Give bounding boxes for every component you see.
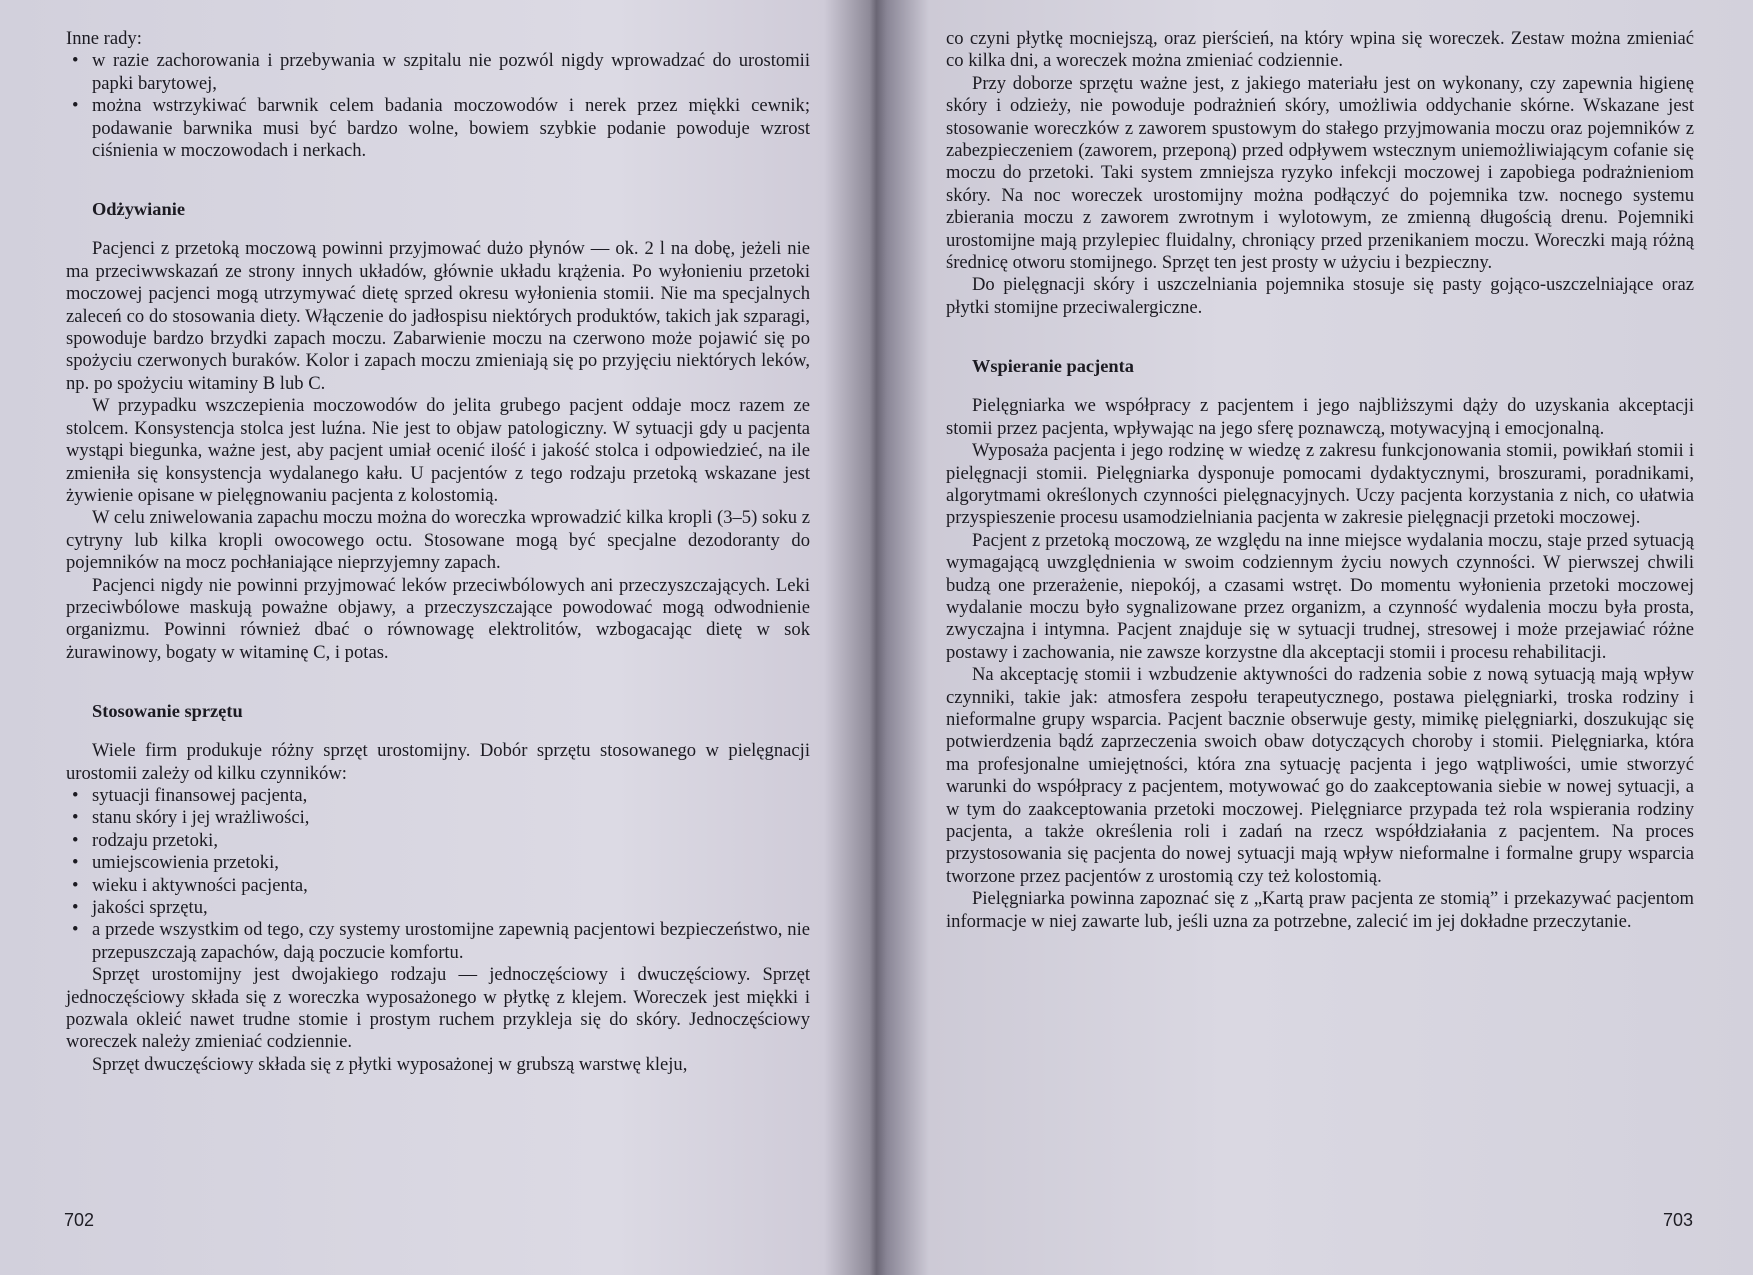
- paragraph: Pacjenci nigdy nie powinni przyjmować leków przeciwbólowych ani przeczyszczających. Leki przeciwbólowe maskują poważne objawy, a przeczyszczające powodować mogą odwodnienie organizmu. Powinni również dbać o równowagę elektrolitów, wzbogacając dietę w sok żurawinowy, bogaty w witaminę C, i potas.: [66, 574, 810, 663]
- paragraph: Do pielęgnacji skóry i uszczelniania pojemnika stosuje się pasty gojąco-uszczelniające oraz płytki stomijne przeciwalergiczne.: [946, 274, 1694, 318]
- factors-list: [66, 785, 810, 964]
- bullet-icon: •: [72, 897, 79, 918]
- paragraph: Przy doborze sprzętu ważne jest, z jakiego materiału jest on wykonany, czy zapewnia higienę skóry i odzieży, nie powoduje podrażnień skóry, umożliwia oddychanie skórne. Wskazane jest stosowanie woreczków z zaworem spustowym do stałego przyjmowania moczu oraz pojemników z zabezpieczeniem (zaworem, przeponą) przed odpływem wstecznym uniemożliwiającym cofanie się moczu do przetoki. Taki system zmniejsza ryzyko infekcji moczowej i zapobiega podrażnieniom skóry. Na noc woreczek urostomijny można podłączyć do pojemnika tzw. nocnego systemu zbierania moczu z zaworem zwrotnym i wylotowym, ze zmienną długością drenu. Pojemniki urostomijne mają przylepiec fluidalny, chroniący przed przenikaniem moczu. Woreczki mają różną średnicę otworu stomijnego. Sprzęt ten jest prosty w użyciu i bezpieczny.: [946, 72, 1694, 274]
- list-item: • umiejscowienia przetoki,: [72, 852, 279, 874]
- paragraph: Na akceptację stomii i wzbudzenie aktywności do radzenia sobie z nową sytuacją mają wpływ czynniki, takie jak: atmosfera zespołu terapeutycznego, postawa pielęgniarki, troska rodziny i nieformalne grupy wsparcia. Pacjent bacznie obserwuje gesty, mimikę pielęgniarki, doszukując się potwierdzenia bądź zaprzeczenia swoich obaw dotyczących choroby i stomii. Pielęgniarka, która ma profesjonalne umiejętności, która zna sytuację pacjenta i jego wątpliwości, umie stworzyć warunki do współpracy z pacjentem, motywować go do zaakceptowania siebie w nowej sytuacji, a w tym do zaakceptowania przetoki moczowej. Pielęgniarce przypada też rola wspierania rodziny pacjenta, a także określenia roli i zadań na rzecz współdziałania z pacjentem. Na proces przystosowania się pacjenta do nowej sytuacji mają wpływ nieformalne i formalne grupy wsparcia tworzone przez pacjentów z urostomią czy też kolostomią.: [946, 664, 1694, 887]
- bullet-icon: •: [72, 874, 79, 896]
- list-item: • jakości sprzętu,: [72, 897, 208, 918]
- section-heading-nutrition: Odżywianie: [92, 199, 185, 220]
- intro-label: Inne rady:: [66, 28, 142, 49]
- bullet-icon: •: [72, 919, 79, 941]
- paragraph: Pielęgniarka powinna zapoznać się z „Kartą praw pacjenta ze stomią” i przekazywać pacjentom informacje w niej zawarte lub, jeśli uzna za potrzebne, zalecić im jej dokładne przeczytanie.: [946, 888, 1694, 932]
- paragraph: Sprzęt dwuczęściowy składa się z płytki wyposażonej w grubszą warstwę kleju,: [92, 1053, 688, 1075]
- section-heading-equipment: Stosowanie sprzętu: [92, 701, 243, 722]
- list-item: • stanu skóry i jej wrażliwości,: [72, 807, 310, 829]
- bullet-icon: •: [72, 829, 79, 851]
- section-heading-patient-support: Wspieranie pacjenta: [972, 356, 1134, 377]
- list-item: • w razie zachorowania i przebywania w szpitalu nie pozwól nigdy wprowadzać do urostomii papki barytowej,: [72, 50, 810, 94]
- paragraph: Pielęgniarka we współpracy z pacjentem i jego najbliższymi dąży do uzyskania akceptacji stomii przez pacjenta, wpływając na jego sferę poznawczą, motywacyjną i emocjonalną.: [946, 395, 1694, 439]
- list-item: • można wstrzykiwać barwnik celem badania moczowodów i nerek przez miękki cewnik; podawanie barwnika musi być bardzo wolne, bowiem szybkie podanie powoduje wzrost ciśnienia w moczowodach i nerkach.: [72, 95, 810, 162]
- list-item: • wieku i aktywności pacjenta,: [72, 874, 308, 896]
- paragraph: Wyposaża pacjenta i jego rodzinę w wiedzę z zakresu funkcjonowania stomii, powikłań stomii i pielęgnacji stomii. Pielęgniarka dysponuje pomocami dydaktycznymi, broszurami, poradnikami, algorytmami określonych czynności pielęgnacyjnych. Uczy pacjenta korzystania z nich, co ułatwia przyspieszenie procesu usamodzielniania pacjenta w zakresie pielęgnacji przetoki moczowej.: [946, 440, 1694, 529]
- list-item: • sytuacji finansowej pacjenta,: [72, 784, 308, 806]
- list-item: • rodzaju przetoki,: [72, 829, 218, 851]
- bullet-icon: •: [72, 807, 79, 829]
- left-text-column: [66, 28, 810, 1076]
- right-page: [880, 0, 1753, 1275]
- paragraph: W celu zniwelowania zapachu moczu można do woreczka wprowadzić kilka kropli (3–5) soku z cytryny lub kilka kropli owocowego octu. Stosowane mogą być specjalne dezodoranty do pojemników na mocz pochłaniające nieprzyjemny zapach.: [66, 507, 810, 574]
- tips-list: [66, 50, 810, 162]
- bullet-icon: •: [72, 50, 79, 72]
- list-item: • a przede wszystkim od tego, czy systemy urostomijne zapewnią pacjentowi bezpieczeństwo, nie przepuszczają zapachów, dają poczucie komfortu.: [72, 919, 810, 963]
- left-page: [0, 0, 868, 1275]
- paragraph: Sprzęt urostomijny jest dwojakiego rodzaju — jednoczęściowy i dwuczęściowy. Sprzęt jednoczęściowy składa się z woreczka wyposażonego w płytkę z klejem. Woreczek jest miękki i pozwala okleić nawet trudne stomie i prostym ruchem przykleja się do skóry. Jednoczęściowy woreczek należy zmieniać codziennie.: [66, 964, 810, 1053]
- paragraph-continuation: co czyni płytkę mocniejszą, oraz pierścień, na który wpina się woreczek. Zestaw można zmieniać co kilka dni, a woreczek można zmieniać codziennie.: [946, 28, 1694, 72]
- bullet-icon: •: [72, 95, 79, 117]
- bullet-icon: •: [72, 784, 79, 806]
- right-text-column: [946, 28, 1694, 933]
- paragraph: Pacjenci z przetoką moczową powinni przyjmować dużo płynów — ok. 2 l na dobę, jeżeli nie ma przeciwwskazań ze strony innych układów, głównie układu krążenia. Po wyłonieniu przetoki moczowej pacjenci mogą utrzymywać dietę sprzed okresu wyłonienia stomii. Nie ma specjalnych zaleceń co do stosowania diety. Włączenie do jadłospisu niektórych produktów, takich jak szparagi, spowoduje bardzo brzydki zapach moczu. Zabarwienie moczu na czerwono może pojawić się po spożyciu czerwonych buraków. Kolor i zapach moczu zmieniają się po przyjęciu niektórych leków, np. po spożyciu witaminy B lub C.: [66, 238, 810, 394]
- page-number-left: 702: [64, 1210, 95, 1230]
- paragraph: Pacjent z przetoką moczową, ze względu na inne miejsce wydalania moczu, staje przed sytuacją wymagającą uwzględnienia w swoim codziennym życiu nowych czynności. W pierwszej chwili budzą one przerażenie, niepokój, a czasami wstręt. Do momentu wyłonienia przetoki moczowej wydalanie moczu było sygnalizowane przez organizm, a czynność wydalenia moczu była prosta, zwyczajna i intymna. Pacjent znajduje się w sytuacji trudnej, stresowej i może przejawiać różne postawy i zachowania, nie zawsze korzystne dla akceptacji stomii i procesu rehabilitacji.: [946, 529, 1694, 663]
- bullet-icon: •: [72, 852, 79, 874]
- paragraph: Wiele firm produkuje różny sprzęt urostomijny. Dobór sprzętu stosowanego w pielęgnacji urostomii zależy od kilku czynników:: [66, 740, 810, 784]
- paragraph: W przypadku wszczepienia moczowodów do jelita grubego pacjent oddaje mocz razem ze stolcem. Konsystencja stolca jest luźna. Nie jest to objaw patologiczny. W sytuacji gdy u pacjenta wystąpi biegunka, ważne jest, aby pacjent umiał ocenić ilość i jakość stolca i odpowiedzieć, na ile zmieniła się konsystencja wydalanego kału. U pacjentów z tego rodzaju przetoką wskazane jest żywienie opisane w pielęgnowaniu pacjenta z kolostomią.: [66, 395, 810, 506]
- page-number-right: 703: [1662, 1210, 1693, 1230]
